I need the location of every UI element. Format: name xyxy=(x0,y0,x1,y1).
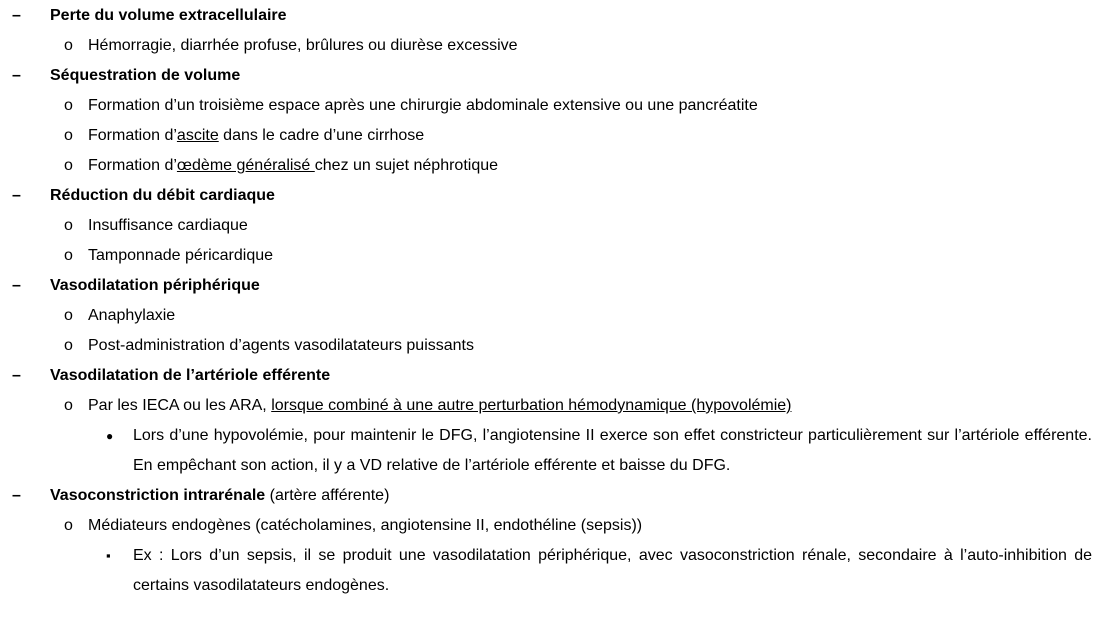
text-run: Perte du volume extracellulaire xyxy=(50,7,287,24)
o-bullet-icon: o xyxy=(64,307,73,324)
o-bullet-icon: o xyxy=(64,337,73,354)
text-run: Formation d’ xyxy=(88,157,177,174)
list-item xyxy=(0,421,1116,481)
list-item-text xyxy=(88,247,273,264)
list-item xyxy=(0,271,1116,301)
list-item xyxy=(0,151,1116,181)
list-item-text xyxy=(50,7,287,24)
list-item-text xyxy=(88,97,758,114)
text-run: ascite xyxy=(176,127,219,144)
text-run: Ex : Lors d’un sepsis, il se produit une vasodilatation périphérique, avec vasoconstriction rénale, secondaire à l’auto-inhibition de certains vasodilatateurs endogènes. xyxy=(133,547,1092,594)
list-item-text xyxy=(88,307,175,324)
list-item xyxy=(0,121,1116,151)
o-bullet-icon: o xyxy=(64,217,73,234)
list-item-text xyxy=(50,67,240,84)
o-bullet-icon: o xyxy=(64,157,73,174)
text-run: Séquestration de volume xyxy=(50,67,241,84)
text-run: Formation d’un troisième espace après une chirurgie abdominale extensive ou une pancréatite xyxy=(88,97,758,114)
disc-bullet-icon: ● xyxy=(106,429,114,443)
text-run: lorsque combiné à une autre perturbation hémodynamique (hypovolémie) xyxy=(271,397,792,414)
list-item-text xyxy=(88,157,498,174)
list-item xyxy=(0,331,1116,361)
list-item-text xyxy=(133,547,1092,594)
o-bullet-icon: o xyxy=(64,127,73,144)
text-run: Réduction du débit cardiaque xyxy=(50,187,275,204)
text-run: Vasodilatation périphérique xyxy=(50,277,260,294)
text-run: Hémorragie, diarrhée profuse, brûlures ou diurèse excessive xyxy=(88,37,518,54)
text-run: œdème généralisé xyxy=(176,157,315,174)
list-item xyxy=(0,391,1116,421)
list-item-text xyxy=(88,397,792,414)
document-body xyxy=(0,1,1116,601)
square-bullet-icon: ▪ xyxy=(106,548,111,563)
list-item xyxy=(0,511,1116,541)
o-bullet-icon: o xyxy=(64,397,73,414)
list-item xyxy=(0,31,1116,61)
list-item-text xyxy=(133,427,1092,474)
list-item xyxy=(0,211,1116,241)
list-item xyxy=(0,541,1116,601)
text-run: chez un sujet néphrotique xyxy=(314,157,499,174)
list-item xyxy=(0,361,1116,391)
text-run: Insuffisance cardiaque xyxy=(88,217,248,234)
o-bullet-icon: o xyxy=(64,517,73,534)
list-item-text xyxy=(50,487,389,504)
list-item xyxy=(0,181,1116,211)
dash-bullet-icon: – xyxy=(12,7,21,24)
o-bullet-icon: o xyxy=(64,37,73,54)
list-item-text xyxy=(50,367,330,384)
text-run: Par les IECA ou les ARA, xyxy=(88,397,272,414)
list-item-text xyxy=(88,37,518,54)
text-run: Formation d’ xyxy=(88,127,177,144)
text-run: Médiateurs endogènes (catécholamines, angiotensine II, endothéline (sepsis)) xyxy=(88,517,643,534)
list-item xyxy=(0,481,1116,511)
text-run: dans le cadre d’une cirrhose xyxy=(218,127,425,144)
text-run: Lors d’une hypovolémie, pour maintenir le DFG, l’angiotensine II exerce son effet constricteur particulièrement sur l’artériole efférente. En empêchant son action, il y a VD relative de l’artériole efférente et baisse du DFG. xyxy=(133,427,1092,474)
list-item xyxy=(0,91,1116,121)
dash-bullet-icon: – xyxy=(12,367,21,384)
list-item xyxy=(0,241,1116,271)
list-item-text xyxy=(50,277,260,294)
dash-bullet-icon: – xyxy=(12,187,21,204)
list-item-text xyxy=(50,187,275,204)
o-bullet-icon: o xyxy=(64,247,73,264)
text-run: (artère afférente) xyxy=(265,487,390,504)
dash-bullet-icon: – xyxy=(12,487,21,504)
list-item-text xyxy=(88,337,474,354)
text-run: Post-administration d’agents vasodilatateurs puissants xyxy=(88,337,474,354)
list-item xyxy=(0,61,1116,91)
dash-bullet-icon: – xyxy=(12,67,21,84)
list-item-text xyxy=(88,517,642,534)
text-run: Vasoconstriction intrarénale xyxy=(50,487,266,504)
text-run: Anaphylaxie xyxy=(88,307,176,324)
list-item-text xyxy=(88,127,424,144)
dash-bullet-icon: – xyxy=(12,277,21,294)
list-item-text xyxy=(88,217,248,234)
list-item xyxy=(0,301,1116,331)
text-run: Tamponnade péricardique xyxy=(88,247,274,264)
o-bullet-icon: o xyxy=(64,97,73,114)
text-run: Vasodilatation de l’artériole efférente xyxy=(50,367,331,384)
list-item xyxy=(0,1,1116,31)
